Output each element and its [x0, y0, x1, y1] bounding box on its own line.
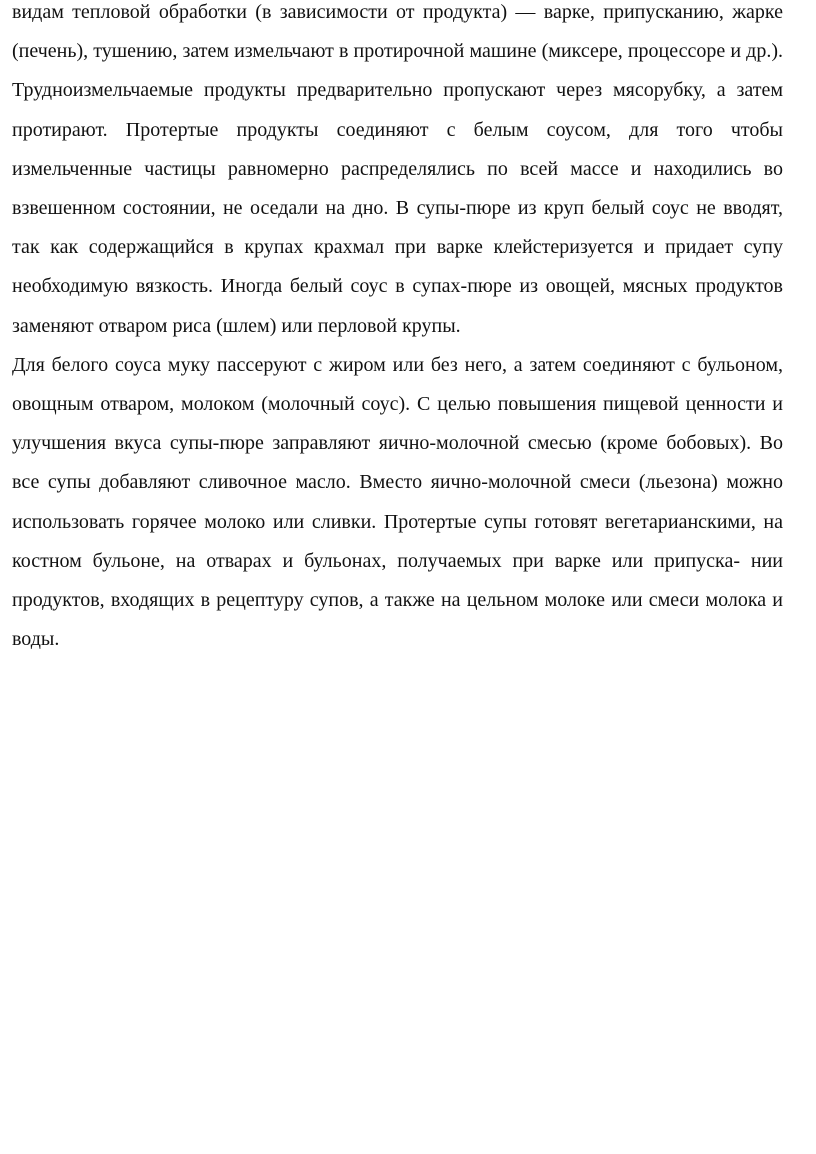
paragraph-2: Для белого соуса муку пассеруют с жиром или без него, а затем соединяют с бульоном, овощным отваром, молоком (молочный соус). С целью повышения пищевой ценности и улучшения вкуса супы-пюре заправляют яично-молочной смесью (кроме бобовых). Во все супы добавляют сливочное масло. Вместо яично-молочной смеси (льезона) можно использовать горячее молоко или сливки. Протертые супы готовят вегетарианскими, на костном бульоне, на отварах и бульонах, получаемых при варке или припуска- нии продуктов, входящих в рецептуру супов, а также на цельном молоке или смеси молока и воды.	[12, 353, 783, 651]
paragraph-1: видам тепловой обработки (в зависимости от продукта) — варке, припусканию, жарке (печень), тушению, затем измельчают в протирочной машине (миксере, процессоре и др.). Трудноизмельчаемые продукты предварительно пропускают через мясорубку, а затем протирают. Протертые продукты соединяют с белым соусом, для того чтобы измельченные частицы равномерно распределялись по всей массе и находились во взвешенном состоянии, не оседали на дно. В супы-пюре из круп белый соус не вводят, так как содержащийся в крупах крахмал при варке клейстеризуется и придает супу необходимую вязкость. Иногда белый соус в супах-пюре из овощей, мясных продуктов заменяют отваром риса (шлем) или перловой крупы.	[12, 1, 783, 337]
document-page	[12, 0, 783, 659]
